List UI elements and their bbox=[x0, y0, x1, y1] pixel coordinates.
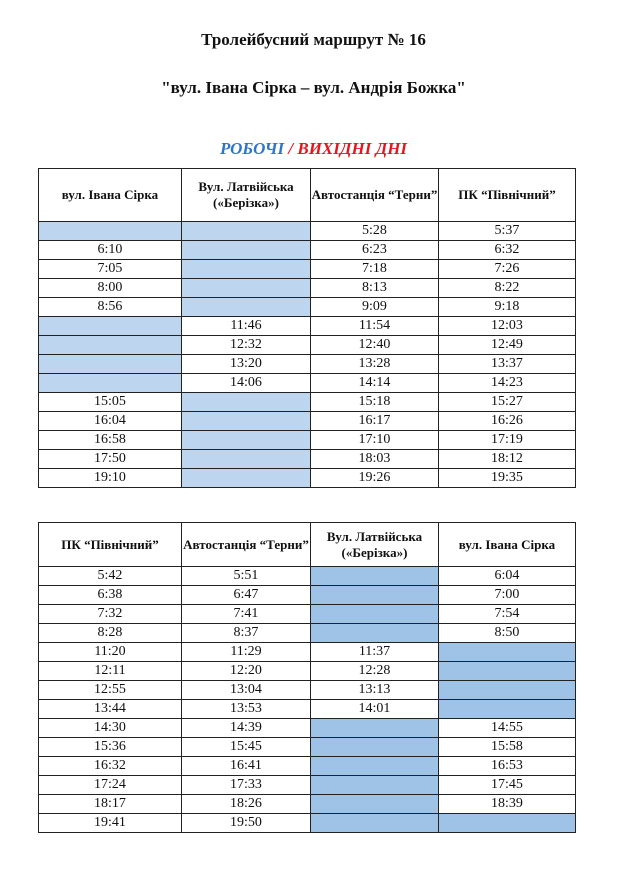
column-header: вул. Івана Сірка bbox=[39, 169, 182, 222]
time-cell: 7:05 bbox=[39, 260, 182, 279]
table-row bbox=[39, 814, 576, 833]
time-cell: 8:37 bbox=[182, 624, 311, 643]
time-cell: 15:05 bbox=[39, 393, 182, 412]
time-cell: 13:37 bbox=[439, 355, 576, 374]
time-cell: 12:40 bbox=[311, 336, 439, 355]
time-cell: 18:12 bbox=[439, 450, 576, 469]
no-stop-cell bbox=[182, 222, 311, 241]
column-header: Вул. Латвійська («Берізка») bbox=[311, 523, 439, 567]
time-cell: 14:01 bbox=[311, 700, 439, 719]
no-stop-cell bbox=[311, 624, 439, 643]
time-cell: 13:04 bbox=[182, 681, 311, 700]
table-row bbox=[39, 605, 576, 624]
no-stop-cell bbox=[311, 605, 439, 624]
time-cell: 16:53 bbox=[439, 757, 576, 776]
time-cell: 13:53 bbox=[182, 700, 311, 719]
time-cell: 16:41 bbox=[182, 757, 311, 776]
time-cell: 17:45 bbox=[439, 776, 576, 795]
time-cell: 5:51 bbox=[182, 567, 311, 586]
time-cell: 12:20 bbox=[182, 662, 311, 681]
time-cell: 7:32 bbox=[39, 605, 182, 624]
time-cell: 8:28 bbox=[39, 624, 182, 643]
time-cell: 13:13 bbox=[311, 681, 439, 700]
time-cell: 18:39 bbox=[439, 795, 576, 814]
time-cell: 14:06 bbox=[182, 374, 311, 393]
time-cell: 17:33 bbox=[182, 776, 311, 795]
time-cell: 13:44 bbox=[39, 700, 182, 719]
time-cell: 14:23 bbox=[439, 374, 576, 393]
table-header-row bbox=[39, 523, 576, 567]
time-cell: 6:23 bbox=[311, 241, 439, 260]
no-stop-cell bbox=[39, 222, 182, 241]
table-row bbox=[39, 431, 576, 450]
table-row bbox=[39, 222, 576, 241]
column-header: Вул. Латвійська («Берізка») bbox=[182, 169, 311, 222]
time-cell: 14:39 bbox=[182, 719, 311, 738]
time-cell: 18:26 bbox=[182, 795, 311, 814]
column-header: Автостанція “Терни” bbox=[182, 523, 311, 567]
time-cell: 19:10 bbox=[39, 469, 182, 488]
time-cell: 16:58 bbox=[39, 431, 182, 450]
no-stop-cell bbox=[439, 700, 576, 719]
time-cell: 8:13 bbox=[311, 279, 439, 298]
no-stop-cell bbox=[182, 393, 311, 412]
time-cell: 9:09 bbox=[311, 298, 439, 317]
time-cell: 14:30 bbox=[39, 719, 182, 738]
table-row bbox=[39, 336, 576, 355]
no-stop-cell bbox=[182, 412, 311, 431]
time-cell: 12:03 bbox=[439, 317, 576, 336]
time-cell: 18:17 bbox=[39, 795, 182, 814]
time-cell: 12:49 bbox=[439, 336, 576, 355]
table-row bbox=[39, 681, 576, 700]
time-cell: 16:17 bbox=[311, 412, 439, 431]
time-cell: 17:50 bbox=[39, 450, 182, 469]
no-stop-cell bbox=[439, 662, 576, 681]
table-row bbox=[39, 567, 576, 586]
legend-separator: / bbox=[284, 139, 298, 158]
no-stop-cell bbox=[39, 355, 182, 374]
time-cell: 7:54 bbox=[439, 605, 576, 624]
time-cell: 16:26 bbox=[439, 412, 576, 431]
no-stop-cell bbox=[39, 317, 182, 336]
table-row bbox=[39, 241, 576, 260]
time-cell: 8:22 bbox=[439, 279, 576, 298]
no-stop-cell bbox=[311, 814, 439, 833]
time-cell: 11:46 bbox=[182, 317, 311, 336]
table-row bbox=[39, 393, 576, 412]
schedule-table-outbound bbox=[38, 168, 576, 488]
time-cell: 8:50 bbox=[439, 624, 576, 643]
time-cell: 12:55 bbox=[39, 681, 182, 700]
table-row bbox=[39, 776, 576, 795]
time-cell: 15:36 bbox=[39, 738, 182, 757]
table-row bbox=[39, 643, 576, 662]
time-cell: 12:11 bbox=[39, 662, 182, 681]
time-cell: 7:26 bbox=[439, 260, 576, 279]
time-cell: 16:32 bbox=[39, 757, 182, 776]
no-stop-cell bbox=[439, 681, 576, 700]
no-stop-cell bbox=[182, 260, 311, 279]
no-stop-cell bbox=[39, 374, 182, 393]
no-stop-cell bbox=[182, 469, 311, 488]
table-row bbox=[39, 795, 576, 814]
time-cell: 15:27 bbox=[439, 393, 576, 412]
no-stop-cell bbox=[39, 336, 182, 355]
time-cell: 17:19 bbox=[439, 431, 576, 450]
no-stop-cell bbox=[311, 567, 439, 586]
column-header: ПК “Північний” bbox=[39, 523, 182, 567]
table-row bbox=[39, 260, 576, 279]
time-cell: 6:10 bbox=[39, 241, 182, 260]
table-row bbox=[39, 738, 576, 757]
time-cell: 15:18 bbox=[311, 393, 439, 412]
time-cell: 19:35 bbox=[439, 469, 576, 488]
time-cell: 11:37 bbox=[311, 643, 439, 662]
table-row bbox=[39, 586, 576, 605]
time-cell: 11:29 bbox=[182, 643, 311, 662]
column-header: вул. Івана Сірка bbox=[439, 523, 576, 567]
no-stop-cell bbox=[311, 586, 439, 605]
time-cell: 12:32 bbox=[182, 336, 311, 355]
time-cell: 19:41 bbox=[39, 814, 182, 833]
column-header: Автостанція “Терни” bbox=[311, 169, 439, 222]
table-row bbox=[39, 317, 576, 336]
time-cell: 11:54 bbox=[311, 317, 439, 336]
table-row bbox=[39, 624, 576, 643]
time-cell: 13:28 bbox=[311, 355, 439, 374]
time-cell: 6:47 bbox=[182, 586, 311, 605]
time-cell: 19:50 bbox=[182, 814, 311, 833]
no-stop-cell bbox=[311, 757, 439, 776]
table-header-row bbox=[39, 169, 576, 222]
no-stop-cell bbox=[439, 643, 576, 662]
no-stop-cell bbox=[182, 279, 311, 298]
no-stop-cell bbox=[182, 241, 311, 260]
time-cell: 18:03 bbox=[311, 450, 439, 469]
table-row bbox=[39, 469, 576, 488]
table-row bbox=[39, 757, 576, 776]
day-type-legend bbox=[0, 139, 627, 159]
table-row bbox=[39, 374, 576, 393]
time-cell: 12:28 bbox=[311, 662, 439, 681]
time-cell: 11:20 bbox=[39, 643, 182, 662]
time-cell: 6:32 bbox=[439, 241, 576, 260]
no-stop-cell bbox=[182, 450, 311, 469]
table-row bbox=[39, 279, 576, 298]
time-cell: 5:28 bbox=[311, 222, 439, 241]
time-cell: 7:00 bbox=[439, 586, 576, 605]
no-stop-cell bbox=[311, 795, 439, 814]
no-stop-cell bbox=[311, 738, 439, 757]
no-stop-cell bbox=[182, 431, 311, 450]
no-stop-cell bbox=[439, 814, 576, 833]
time-cell: 14:55 bbox=[439, 719, 576, 738]
time-cell: 8:56 bbox=[39, 298, 182, 317]
table-row bbox=[39, 298, 576, 317]
time-cell: 7:41 bbox=[182, 605, 311, 624]
no-stop-cell bbox=[311, 776, 439, 795]
no-stop-cell bbox=[182, 298, 311, 317]
route-name: "вул. Івана Сірка – вул. Андрія Божка" bbox=[161, 78, 466, 97]
time-cell: 5:37 bbox=[439, 222, 576, 241]
table-row bbox=[39, 355, 576, 374]
time-cell: 8:00 bbox=[39, 279, 182, 298]
time-cell: 15:45 bbox=[182, 738, 311, 757]
table-row bbox=[39, 662, 576, 681]
time-cell: 17:24 bbox=[39, 776, 182, 795]
page-title: Тролейбусний маршрут № 16 bbox=[201, 30, 426, 49]
workdays-label: РОБОЧІ bbox=[219, 139, 285, 158]
table-row bbox=[39, 450, 576, 469]
time-cell: 14:14 bbox=[311, 374, 439, 393]
time-cell: 17:10 bbox=[311, 431, 439, 450]
weekend-label: ВИХІДНІ ДНІ bbox=[297, 139, 408, 158]
time-cell: 16:04 bbox=[39, 412, 182, 431]
table-row bbox=[39, 719, 576, 738]
table-row bbox=[39, 412, 576, 431]
time-cell: 5:42 bbox=[39, 567, 182, 586]
time-cell: 13:20 bbox=[182, 355, 311, 374]
schedule-table-return bbox=[38, 522, 576, 833]
time-cell: 6:38 bbox=[39, 586, 182, 605]
column-header: ПК “Північний” bbox=[439, 169, 576, 222]
time-cell: 15:58 bbox=[439, 738, 576, 757]
time-cell: 7:18 bbox=[311, 260, 439, 279]
time-cell: 19:26 bbox=[311, 469, 439, 488]
time-cell: 9:18 bbox=[439, 298, 576, 317]
no-stop-cell bbox=[311, 719, 439, 738]
time-cell: 6:04 bbox=[439, 567, 576, 586]
table-row bbox=[39, 700, 576, 719]
